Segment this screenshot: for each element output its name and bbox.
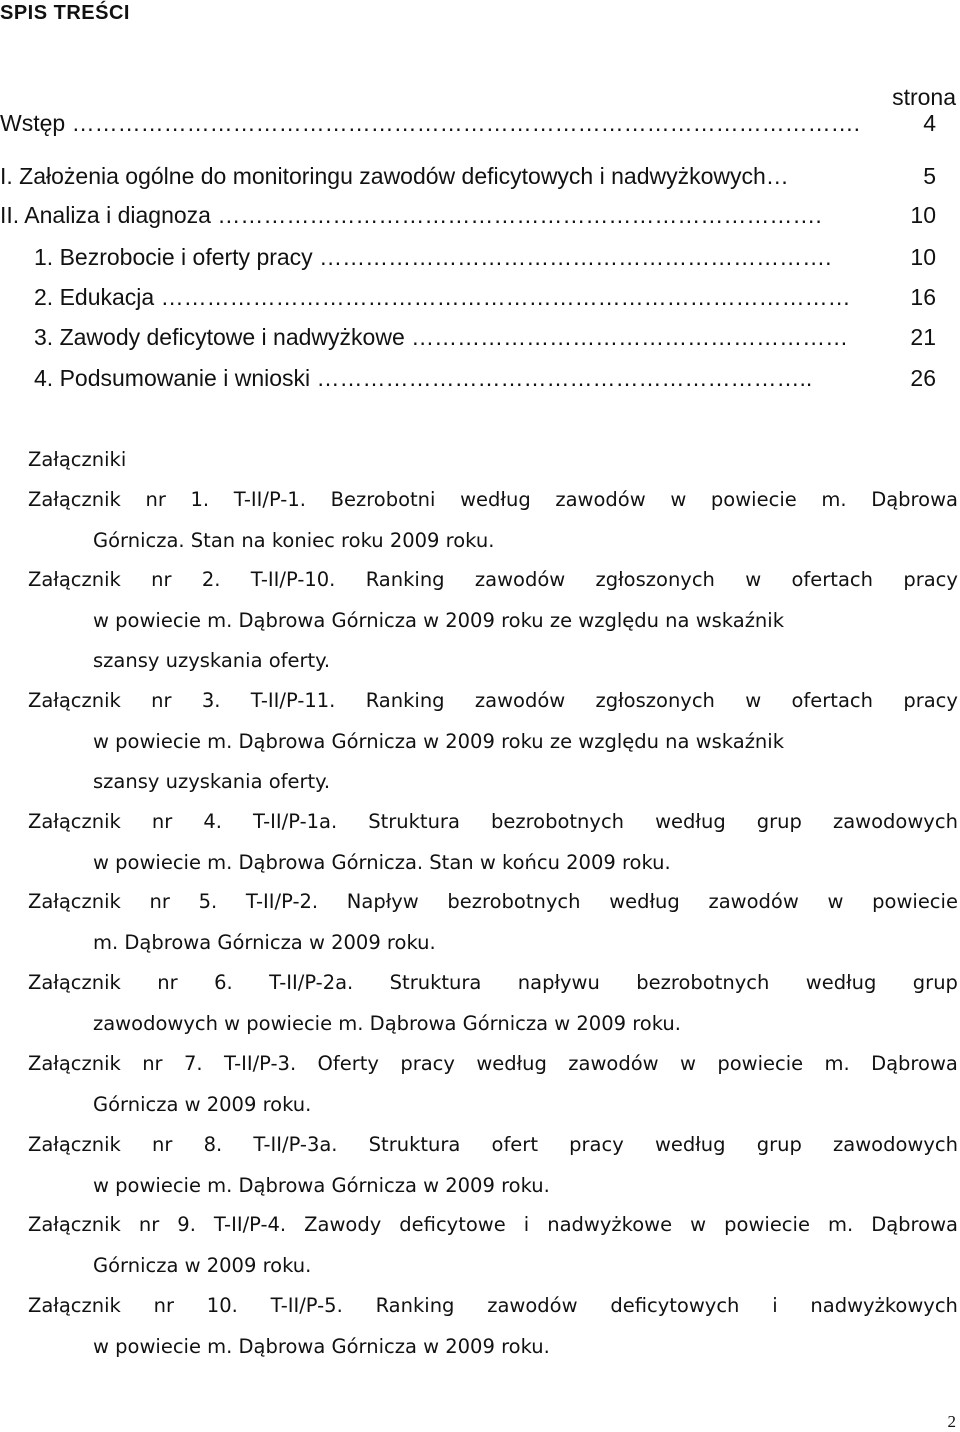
annex-word: Załącznik — [28, 1213, 121, 1236]
annex-word: zgłoszonych — [595, 568, 715, 591]
annex-entry-title — [28, 802, 958, 843]
annex-entry[interactable] — [28, 882, 958, 963]
annex-entry-title — [28, 1125, 958, 1166]
annex-word: T-II/P-11. — [250, 689, 336, 712]
annex-word: T-II/P-4. — [213, 1213, 287, 1236]
annex-heading: Załączniki — [28, 448, 127, 471]
toc-leader: …………………………………………………………………………………………. — [65, 110, 860, 136]
annex-entry-continuation: w powiecie m. Dąbrowa Górnicza. Stan w końcu 2009 roku. — [93, 850, 671, 874]
annex-word: pracy — [400, 1052, 455, 1075]
annex-entry[interactable] — [28, 802, 958, 883]
annex-entry-continuation: w powiecie m. Dąbrowa Górnicza w 2009 roku ze względu na wskaźnik — [93, 608, 785, 632]
annex-word: według — [476, 1052, 547, 1075]
toc-entry-page: 4 — [923, 110, 936, 136]
toc-entry[interactable] — [0, 363, 960, 393]
annex-word: zawodowych — [832, 810, 958, 833]
annex-word: nr — [142, 1052, 163, 1075]
toc-leader: …………………………………………………………. — [312, 244, 832, 270]
annex-word: Załącznik — [28, 1294, 121, 1317]
annex-word: zawodów — [568, 1052, 659, 1075]
annex-word: 8. — [203, 1133, 223, 1156]
toc-entry[interactable] — [0, 200, 960, 230]
annex-word: według — [609, 890, 680, 913]
annex-word: T-II/P-5. — [270, 1294, 343, 1317]
annex-entry-continuation: zawodowych w powiecie m. Dąbrowa Górnicza w 2009 roku. — [93, 1011, 681, 1035]
annex-entry-continuation: m. Dąbrowa Górnicza w 2009 roku. — [93, 930, 436, 954]
annex-entry-title — [28, 963, 958, 1004]
annex-word: 9. — [177, 1213, 196, 1236]
annex-word: i — [523, 1213, 530, 1236]
annex-word: nr — [145, 488, 166, 511]
toc-leader: … — [765, 163, 789, 189]
annex-entry-title — [28, 480, 958, 521]
toc-entry-label: I. Założenia ogólne do monitoringu zawodów deficytowych i nadwyżkowych — [0, 163, 766, 189]
annex-word: 10. — [206, 1294, 238, 1317]
annex-word: pracy — [569, 1133, 624, 1156]
annex-word: ofert — [491, 1133, 538, 1156]
annex-word: Ranking — [375, 1294, 455, 1317]
toc-entry[interactable] — [0, 242, 960, 272]
annex-word: nr — [151, 810, 173, 833]
annex-entry-title — [28, 1044, 958, 1085]
toc-entry[interactable] — [0, 322, 960, 352]
annex-word: Dąbrowa — [871, 1052, 958, 1075]
annex-word: Załącznik — [28, 810, 121, 833]
toc-entry-page: 16 — [910, 284, 936, 310]
annex-word: nr — [149, 890, 170, 913]
toc-entry-label: Wstęp — [0, 110, 66, 136]
annex-entry[interactable] — [28, 1286, 958, 1367]
annex-entry[interactable] — [28, 1125, 958, 1206]
annex-entry[interactable] — [28, 560, 958, 682]
toc-entry-page: 5 — [923, 163, 936, 189]
annex-word: według — [655, 810, 726, 833]
annex-word: w — [670, 488, 687, 511]
annex-entry-continuation: w powiecie m. Dąbrowa Górnicza w 2009 roku ze względu na wskaźnik — [93, 729, 785, 753]
annex-word: 3. — [201, 689, 221, 712]
annex-word: 6. — [214, 971, 233, 994]
annex-word: grup — [756, 1133, 802, 1156]
annex-word: T-II/P-1a. — [253, 810, 338, 833]
annex-word: zawodów — [555, 488, 646, 511]
annex-entry-title — [28, 560, 958, 601]
annex-word: w — [827, 890, 844, 913]
annex-word: Załącznik — [28, 689, 121, 712]
annex-word: grup — [756, 810, 802, 833]
toc-entry[interactable] — [0, 161, 960, 191]
annex-word: 2. — [201, 568, 221, 591]
annex-word: deficytowych — [610, 1294, 740, 1317]
annex-word: według — [805, 971, 877, 994]
annex-word: nadwyżkowych — [810, 1294, 958, 1317]
annex-word: Oferty — [317, 1052, 379, 1075]
page-column-header: strona — [892, 84, 956, 110]
toc-leader: ……………………………………………………….. — [310, 365, 813, 391]
annex-word: zgłoszonych — [595, 689, 715, 712]
annex-entry-title — [28, 1205, 958, 1246]
annex-word: w — [745, 689, 762, 712]
annex-entry-continuation: Górnicza w 2009 roku. — [93, 1092, 312, 1116]
annex-entry[interactable] — [28, 681, 958, 803]
annex-entry-title — [28, 882, 958, 923]
annex-word: Dąbrowa — [871, 488, 958, 511]
annex-word: powiecie — [872, 890, 958, 913]
annex-word: 4. — [203, 810, 222, 833]
annex-word: w — [680, 1052, 696, 1075]
annex-word: zawodów — [474, 689, 566, 712]
annex-word: Zawody — [304, 1213, 382, 1236]
page-title: SPIS TREŚCI — [0, 2, 130, 24]
annex-entry-continuation: Górnicza. Stan na koniec roku 2009 roku. — [93, 528, 495, 552]
annex-word: deficytowe — [399, 1213, 506, 1236]
annex-word: Bezrobotni — [330, 488, 436, 511]
toc-leader: ……………………………………………………………………. — [210, 202, 822, 228]
annex-word: nr — [157, 971, 178, 994]
annex-word: Załącznik — [28, 568, 121, 591]
annex-word: Załącznik — [28, 890, 121, 913]
annex-word: powiecie — [724, 1213, 810, 1236]
annex-word: T-II/P-3a. — [253, 1133, 338, 1156]
annex-word: T-II/P-2. — [245, 890, 319, 913]
toc-entry-label: 4. Podsumowanie i wnioski — [34, 365, 311, 391]
annex-word: zawodów — [708, 890, 799, 913]
annex-entry-continuation: szansy uzyskania oferty. — [93, 770, 331, 793]
annex-word: w — [745, 568, 762, 591]
annex-word: T-II/P-10. — [250, 568, 336, 591]
annex-entry-continuation: w powiecie m. Dąbrowa Górnicza w 2009 roku. — [93, 1334, 550, 1358]
annex-word: nadwyżkowe — [547, 1213, 673, 1236]
annex-entry-continuation: szansy uzyskania oferty. — [93, 649, 331, 672]
annex-word: napływu — [517, 971, 600, 994]
annex-word: powiecie — [717, 1052, 804, 1075]
annex-word: według — [654, 1133, 726, 1156]
annex-word: Dąbrowa — [871, 1213, 958, 1236]
annex-word: ofertach — [791, 689, 873, 712]
annex-word: pracy — [903, 568, 958, 591]
annex-word: bezrobotnych — [636, 971, 770, 994]
toc-entry-page: 10 — [910, 202, 936, 228]
annex-word: Załącznik — [28, 971, 121, 994]
annex-word: pracy — [903, 689, 958, 712]
toc-entry-label: 2. Edukacja — [34, 284, 155, 310]
toc-entry[interactable] — [0, 282, 960, 312]
annex-word: nr — [153, 1294, 174, 1317]
annex-word: Struktura — [368, 1133, 461, 1156]
toc-leader: ……………………………………………………………………………… — [154, 284, 851, 310]
annex-word: i — [772, 1294, 778, 1317]
annex-word: powiecie — [710, 488, 797, 511]
annex-word: Załącznik — [28, 1133, 121, 1156]
annex-entry-title — [28, 1286, 958, 1327]
toc-entry-label: 1. Bezrobocie i oferty pracy — [34, 244, 313, 270]
annex-word: 5. — [198, 890, 218, 913]
annex-word: Ranking — [365, 689, 445, 712]
annex-word: T-II/P-3. — [223, 1052, 297, 1075]
annex-word: nr — [138, 1213, 160, 1236]
annex-entry-title — [28, 681, 958, 722]
annex-word: nr — [152, 1133, 173, 1156]
annex-word: grup — [912, 971, 958, 994]
annex-word: T-II/P-1. — [233, 488, 306, 511]
annex-entry[interactable] — [28, 1205, 958, 1286]
annex-word: m. — [827, 1213, 854, 1236]
annex-word: nr — [151, 689, 172, 712]
annex-word: m. — [821, 488, 847, 511]
annex-word: zawodów — [474, 568, 566, 591]
annex-word: w — [690, 1213, 707, 1236]
toc-entry-label: 3. Zawody deficytowe i nadwyżkowe — [34, 324, 405, 350]
annex-word: Napływ — [346, 890, 419, 913]
annex-word: Ranking — [365, 568, 445, 591]
annex-entry[interactable] — [28, 963, 958, 1044]
annex-word: ofertach — [791, 568, 873, 591]
annex-word: 7. — [183, 1052, 203, 1075]
annex-word: bezrobotnych — [447, 890, 581, 913]
annex-word: bezrobotnych — [490, 810, 625, 833]
toc-entry-page: 10 — [910, 244, 936, 270]
annex-word: nr — [151, 568, 172, 591]
annex-word: 1. — [190, 488, 210, 511]
annex-entry[interactable] — [28, 480, 958, 561]
annex-word: Struktura — [368, 810, 460, 833]
toc-entry-label: II. Analiza i diagnoza — [0, 202, 211, 228]
annex-word: T-II/P-2a. — [269, 971, 354, 994]
toc-entry-page: 26 — [910, 365, 936, 391]
toc-leader: ………………………………………………… — [404, 324, 849, 350]
annex-word: Załącznik — [28, 1052, 121, 1075]
annex-word: m. — [824, 1052, 850, 1075]
toc-entry[interactable] — [0, 108, 960, 138]
annex-word: według — [460, 488, 531, 511]
annex-entry[interactable] — [28, 1044, 958, 1125]
annex-entry-continuation: Górnicza w 2009 roku. — [93, 1253, 312, 1277]
annex-word: zawodowych — [833, 1133, 958, 1156]
annex-word: Struktura — [389, 971, 482, 994]
toc-entry-page: 21 — [910, 324, 936, 350]
annex-word: zawodów — [487, 1294, 578, 1317]
annex-word: Załącznik — [28, 488, 121, 511]
annex-entry-continuation: w powiecie m. Dąbrowa Górnicza w 2009 roku. — [93, 1173, 550, 1197]
page-number: 2 — [947, 1412, 956, 1431]
